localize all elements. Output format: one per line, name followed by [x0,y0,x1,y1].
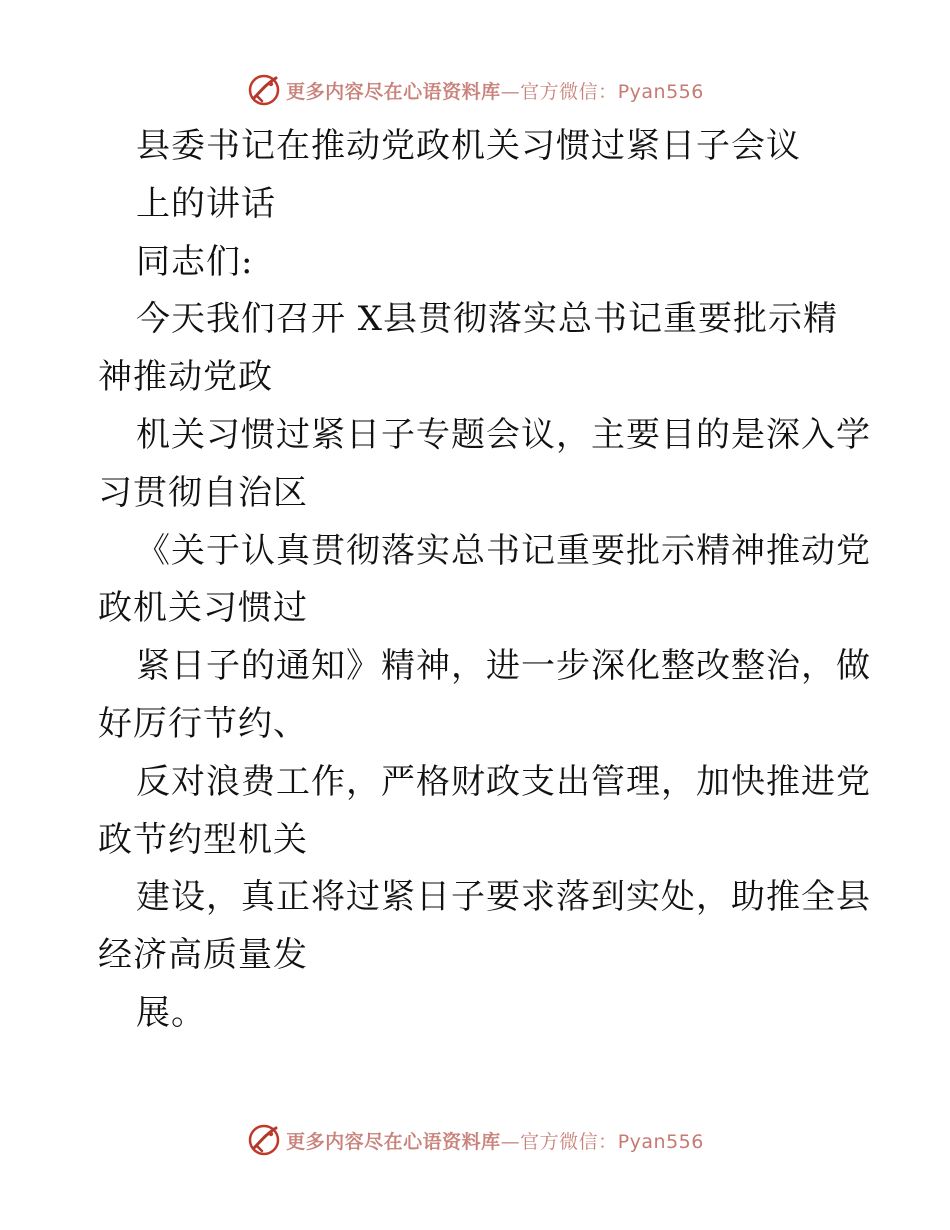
banner-separator: — [500,80,521,103]
document-body [98,118,871,1043]
body-line: 今天我们召开 X县贯彻落实总书记重要批示精 [136,299,839,340]
banner-wechat-handle: Pyan556 [617,80,704,103]
banner-separator: — [500,1130,521,1153]
document-title-line-2: 上的讲话 [136,183,276,224]
banner-slogan: 更多内容尽在心语资料库 [286,1130,501,1153]
body-line: 神推动党政 [98,357,273,398]
footer-banner [0,1118,950,1162]
body-line: 《关于认真贯彻落实总书记重要批示精神推动党 [136,530,871,571]
salutation: 同志们: [136,241,254,282]
body-line: 反对浪费工作，严格财政支出管理，加快推进党 [136,761,871,802]
body-line: 展。 [136,992,206,1033]
banner-text [286,77,704,104]
body-line: 政机关习惯过 [98,588,308,629]
pen-logo-icon [246,72,282,108]
body-line: 好厉行节约、 [98,703,308,744]
pen-logo-icon [246,1122,282,1158]
banner-wechat-label: 官方微信： [520,1130,618,1153]
banner-wechat-label: 官方微信： [520,80,618,103]
body-line: 机关习惯过紧日子专题会议，主要目的是深入学 [136,414,871,455]
body-line: 紧日子的通知》精神，进一步深化整改整治，做 [136,646,871,687]
body-line: 经济高质量发 [98,935,308,976]
banner-wechat-handle: Pyan556 [617,1130,704,1153]
document-title-line-1: 县委书记在推动党政机关习惯过紧日子会议 [136,126,801,166]
banner-slogan: 更多内容尽在心语资料库 [286,80,501,103]
banner-text [286,1127,704,1154]
body-paragraphs [98,291,871,1042]
body-line: 习贯彻自治区 [98,472,308,513]
body-line: 建设，真正将过紧日子要求落到实处，助推全县 [136,877,871,918]
header-banner [0,68,950,112]
body-line: 政节约型机关 [98,819,308,860]
